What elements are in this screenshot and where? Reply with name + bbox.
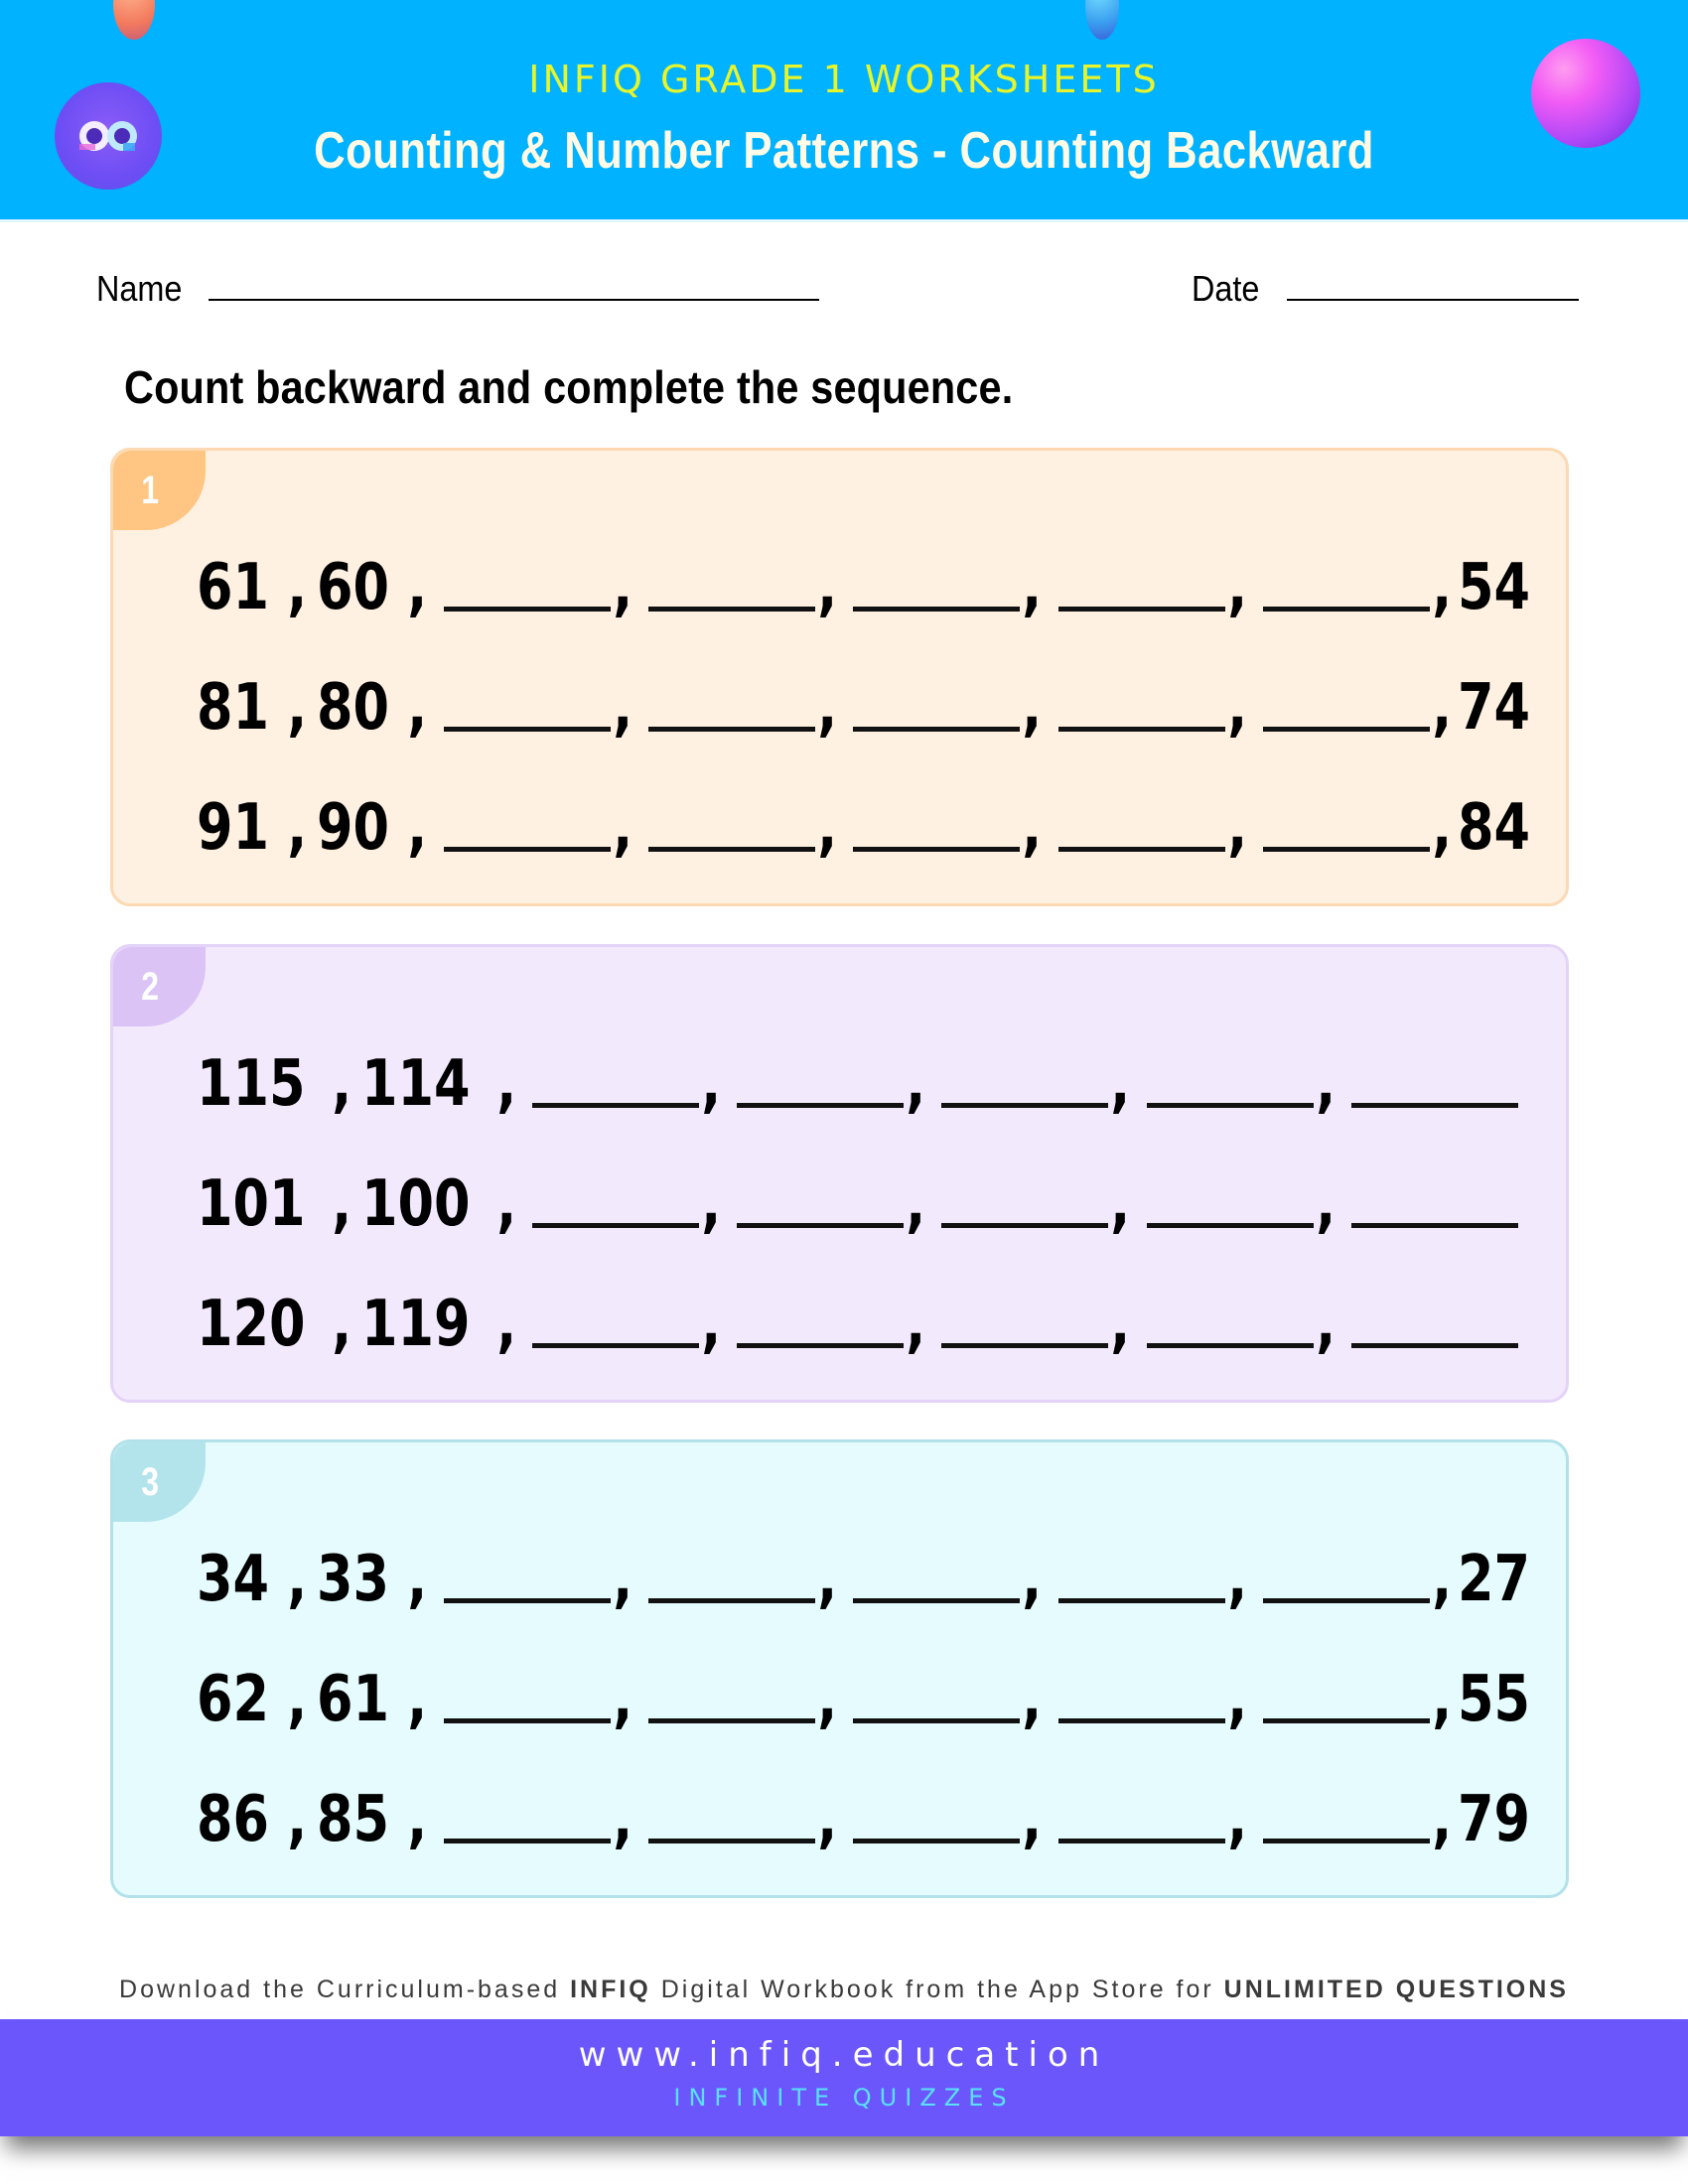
comma-separator: , [1315, 1288, 1336, 1361]
answer-blank[interactable] [1351, 1343, 1518, 1348]
comma-separator: , [701, 1167, 721, 1241]
comma-separator: , [407, 791, 428, 865]
answer-blank[interactable] [1263, 727, 1430, 732]
answer-blank[interactable] [532, 1223, 699, 1228]
page-title: Counting & Number Patterns - Counting Backward [314, 122, 1374, 180]
answer-blank[interactable] [737, 1343, 904, 1348]
answer-blank[interactable] [444, 847, 611, 852]
comma-separator: , [701, 1047, 721, 1121]
given-number: 33 [317, 1543, 390, 1616]
question-number-badge [113, 451, 206, 530]
comma-separator: , [817, 671, 838, 745]
name-field[interactable] [209, 299, 819, 301]
given-number: 85 [317, 1783, 390, 1856]
given-number: 60 [317, 551, 390, 624]
comma-separator: , [612, 1663, 633, 1736]
given-number: 80 [317, 671, 390, 745]
comma-separator: , [1110, 1288, 1131, 1361]
comma-separator: , [1022, 1783, 1043, 1856]
comma-separator: , [612, 671, 633, 745]
comma-separator: , [906, 1047, 926, 1121]
comma-separator: , [1315, 1047, 1336, 1121]
comma-separator: , [1432, 1663, 1453, 1736]
decorative-blue-bubble-icon [1085, 0, 1119, 40]
comma-separator: , [612, 1543, 633, 1616]
comma-separator: , [1432, 551, 1453, 624]
question-number: 1 [141, 468, 160, 512]
comma-separator: , [1110, 1047, 1131, 1121]
answer-blank[interactable] [648, 1718, 815, 1723]
answer-blank[interactable] [853, 847, 1020, 852]
answer-blank[interactable] [648, 727, 815, 732]
answer-blank[interactable] [1058, 1718, 1225, 1723]
given-number: 81 [197, 671, 270, 745]
comma-separator: , [287, 1663, 308, 1736]
answer-blank[interactable] [444, 727, 611, 732]
answer-blank[interactable] [1058, 847, 1225, 852]
given-number: 86 [197, 1783, 270, 1856]
answer-blank[interactable] [941, 1343, 1108, 1348]
answer-blank[interactable] [1058, 1839, 1225, 1843]
question-card-1 [110, 448, 1569, 906]
given-end-number: 54 [1458, 551, 1531, 624]
answer-blank[interactable] [444, 1598, 611, 1603]
comma-separator: , [1226, 1543, 1247, 1616]
sequence-row [197, 540, 1546, 624]
answer-blank[interactable] [737, 1223, 904, 1228]
comma-separator: , [407, 671, 428, 745]
promo-middle: Digital Workbook from the App Store for [650, 1976, 1224, 2003]
comma-separator: , [1022, 551, 1043, 624]
answer-blank[interactable] [648, 1839, 815, 1843]
date-label: Date [1192, 268, 1260, 309]
comma-separator: , [1022, 791, 1043, 865]
comma-separator: , [1022, 671, 1043, 745]
comma-separator: , [287, 671, 308, 745]
given-number: 61 [197, 551, 270, 624]
comma-separator: , [331, 1288, 352, 1361]
comma-separator: , [1432, 791, 1453, 865]
header-divider [0, 219, 1688, 222]
answer-blank[interactable] [1263, 1598, 1430, 1603]
sequence-row [197, 780, 1546, 865]
sequence-row [197, 1532, 1546, 1616]
answer-blank[interactable] [444, 1718, 611, 1723]
answer-blank[interactable] [1351, 1223, 1518, 1228]
comma-separator: , [817, 1543, 838, 1616]
comma-separator: , [287, 791, 308, 865]
comma-separator: , [287, 551, 308, 624]
answer-blank[interactable] [1263, 1839, 1430, 1843]
answer-blank[interactable] [1351, 1103, 1518, 1108]
given-number: 101 [197, 1167, 306, 1241]
question-number: 3 [141, 1459, 160, 1504]
answer-blank[interactable] [1058, 727, 1225, 732]
comma-separator: , [1226, 791, 1247, 865]
comma-separator: , [1432, 1783, 1453, 1856]
answer-blank[interactable] [648, 1598, 815, 1603]
answer-blank[interactable] [853, 1839, 1020, 1843]
answer-blank[interactable] [444, 607, 611, 612]
comma-separator: , [612, 551, 633, 624]
name-label: Name [96, 268, 183, 309]
answer-blank[interactable] [1147, 1223, 1314, 1228]
infinity-icon [73, 111, 143, 161]
answer-blank[interactable] [1147, 1103, 1314, 1108]
sequence-row [197, 1772, 1546, 1856]
given-number: 115 [197, 1047, 306, 1121]
answer-blank[interactable] [1147, 1343, 1314, 1348]
answer-blank[interactable] [941, 1103, 1108, 1108]
given-number: 91 [197, 791, 270, 865]
given-number: 61 [317, 1663, 390, 1736]
given-end-number: 84 [1458, 791, 1531, 865]
comma-separator: , [612, 791, 633, 865]
answer-blank[interactable] [853, 607, 1020, 612]
comma-separator: , [407, 1663, 428, 1736]
given-number: 119 [360, 1288, 471, 1361]
comma-separator: , [906, 1167, 926, 1241]
comma-separator: , [1432, 671, 1453, 745]
footer-tagline: INFINITE QUIZZES [673, 2084, 1015, 2112]
answer-blank[interactable] [1263, 847, 1430, 852]
sequence-row [197, 660, 1546, 745]
comma-separator: , [407, 1543, 428, 1616]
comma-separator: , [1226, 671, 1247, 745]
answer-blank[interactable] [1058, 607, 1225, 612]
promo-brand: INFIQ [570, 1976, 651, 2003]
answer-blank[interactable] [941, 1223, 1108, 1228]
sequence-row [197, 1157, 1518, 1241]
comma-separator: , [701, 1288, 721, 1361]
comma-separator: , [1315, 1167, 1336, 1241]
given-end-number: 27 [1458, 1543, 1531, 1616]
comma-separator: , [495, 1047, 516, 1121]
given-number: 34 [197, 1543, 270, 1616]
comma-separator: , [407, 551, 428, 624]
comma-separator: , [906, 1288, 926, 1361]
comma-separator: , [817, 551, 838, 624]
comma-separator: , [1226, 551, 1247, 624]
given-end-number: 74 [1458, 671, 1531, 745]
given-end-number: 55 [1458, 1663, 1531, 1736]
comma-separator: , [1226, 1783, 1247, 1856]
comma-separator: , [817, 1783, 838, 1856]
sequence-row [197, 1036, 1518, 1121]
answer-blank[interactable] [853, 1718, 1020, 1723]
answer-blank[interactable] [737, 1103, 904, 1108]
website-link[interactable]: www.infiq.education [578, 2035, 1110, 2075]
given-number: 90 [317, 791, 390, 865]
answer-blank[interactable] [1263, 1718, 1430, 1723]
comma-separator: , [817, 791, 838, 865]
comma-separator: , [1110, 1167, 1131, 1241]
comma-separator: , [287, 1783, 308, 1856]
question-number-badge [113, 1442, 206, 1522]
comma-separator: , [612, 1783, 633, 1856]
answer-blank[interactable] [444, 1839, 611, 1843]
question-card-3 [110, 1439, 1569, 1898]
brand-heading: INFIQ GRADE 1 WORKSHEETS [528, 58, 1160, 101]
given-number: 120 [197, 1288, 306, 1361]
given-number: 62 [197, 1663, 270, 1736]
answer-blank[interactable] [853, 1598, 1020, 1603]
comma-separator: , [1022, 1543, 1043, 1616]
comma-separator: , [495, 1167, 516, 1241]
promo-prefix: Download the Curriculum-based [119, 1976, 571, 2003]
comma-separator: , [1022, 1663, 1043, 1736]
comma-separator: , [407, 1783, 428, 1856]
date-field[interactable] [1287, 299, 1579, 301]
comma-separator: , [1432, 1543, 1453, 1616]
comma-separator: , [331, 1167, 352, 1241]
given-end-number: 79 [1458, 1783, 1531, 1856]
comma-separator: , [331, 1047, 352, 1121]
answer-blank[interactable] [648, 847, 815, 852]
answer-blank[interactable] [648, 607, 815, 612]
sequence-row [197, 1652, 1546, 1736]
question-card-2 [110, 944, 1569, 1403]
answer-blank[interactable] [853, 727, 1020, 732]
given-number: 114 [360, 1047, 471, 1121]
answer-blank[interactable] [1058, 1598, 1225, 1603]
promo-text [0, 1976, 1688, 2004]
worksheet-header [0, 0, 1688, 219]
given-number: 100 [360, 1167, 471, 1241]
comma-separator: , [287, 1543, 308, 1616]
answer-blank[interactable] [1263, 607, 1430, 612]
answer-blank[interactable] [532, 1103, 699, 1108]
question-number: 2 [141, 964, 160, 1009]
answer-blank[interactable] [532, 1343, 699, 1348]
instruction-text: Count backward and complete the sequence. [124, 361, 1014, 413]
comma-separator: , [817, 1663, 838, 1736]
promo-emphasis: UNLIMITED QUESTIONS [1223, 1976, 1569, 2003]
comma-separator: , [1226, 1663, 1247, 1736]
decorative-orange-bubble-icon [113, 0, 155, 40]
question-number-badge [113, 947, 206, 1026]
sequence-row [197, 1277, 1518, 1361]
comma-separator: , [495, 1288, 516, 1361]
